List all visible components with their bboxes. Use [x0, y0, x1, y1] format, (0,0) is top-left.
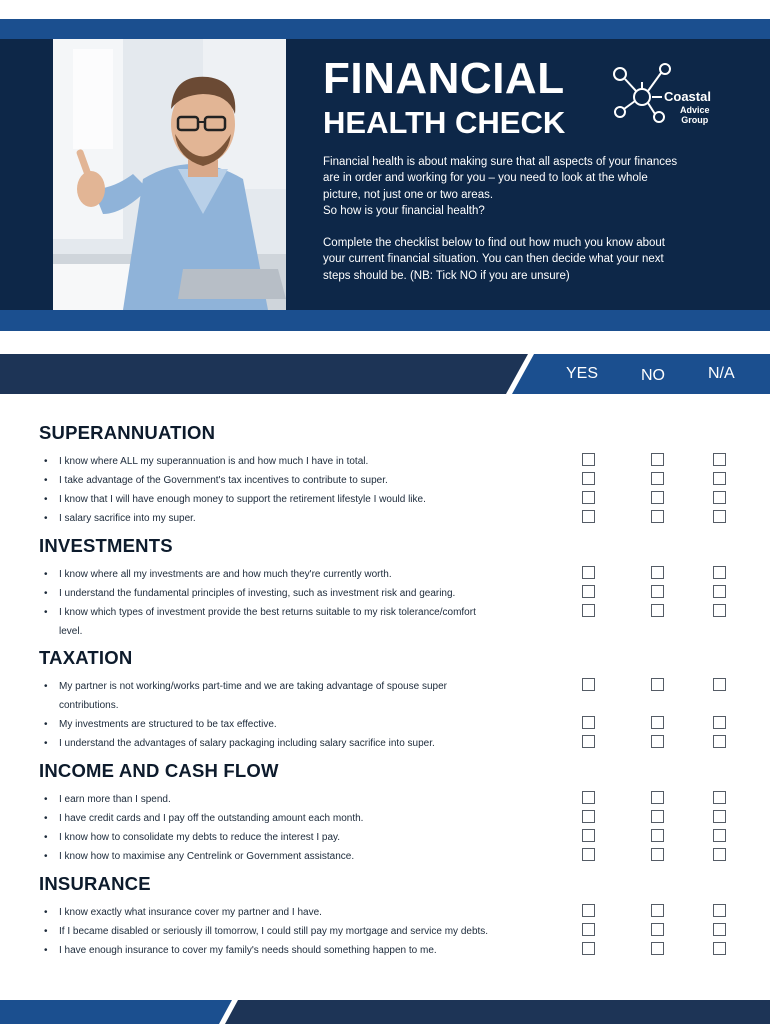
bullet-icon: •	[44, 907, 48, 918]
checklist-item	[44, 922, 554, 941]
checkbox-na[interactable]	[713, 829, 726, 842]
checkbox-na[interactable]	[713, 510, 726, 523]
checkbox-yes[interactable]	[582, 810, 595, 823]
checklist-item-text-continued: contributions.	[59, 700, 119, 711]
checkbox-na[interactable]	[713, 585, 726, 598]
checkbox-yes[interactable]	[582, 604, 595, 617]
checkbox-yes[interactable]	[582, 678, 595, 691]
checklist-item	[44, 828, 554, 847]
logo-sub-line-1: Advice	[680, 105, 710, 115]
checklist-item-text: If I became disabled or seriously ill tomorrow, I could still pay my mortgage and service my debts.	[59, 926, 489, 937]
checklist-item-text: I know where all my investments are and how much they're currently worth.	[59, 569, 392, 580]
checkbox-na[interactable]	[713, 716, 726, 729]
checkbox-na[interactable]	[713, 923, 726, 936]
checklist-item-text: I have credit cards and I pay off the outstanding amount each month.	[59, 813, 364, 824]
intro-text	[323, 154, 719, 284]
intro-p2-line-1: Complete the checklist below to find out how much you know about	[323, 237, 665, 250]
bullet-icon: •	[44, 494, 48, 505]
section-title-3: INCOME AND CASH FLOW	[39, 760, 279, 781]
checklist-item	[44, 715, 554, 734]
column-header-no: NO	[641, 367, 665, 384]
logo-sub-line-2: Group	[681, 115, 709, 125]
intro-p1-line-1: Financial health is about making sure that all aspects of your finances	[323, 156, 678, 168]
checkbox-no[interactable]	[651, 716, 664, 729]
bullet-icon: •	[44, 832, 48, 843]
checkbox-no[interactable]	[651, 472, 664, 485]
checkbox-yes[interactable]	[582, 829, 595, 842]
bullet-icon: •	[44, 794, 48, 805]
bullet-icon: •	[44, 945, 48, 956]
checkbox-na[interactable]	[713, 848, 726, 861]
section-title-0: SUPERANNUATION	[39, 422, 216, 443]
checklist-item-text: I know which types of investment provide the best returns suitable to my risk tolerance/comfort	[59, 607, 476, 618]
checkbox-na[interactable]	[713, 453, 726, 466]
bullet-icon: •	[44, 719, 48, 730]
page-title	[323, 55, 565, 141]
bullet-icon: •	[44, 475, 48, 486]
checklist-item-text: I know that I will have enough money to support the retirement lifestyle I would like.	[59, 494, 426, 505]
footer-band	[0, 1000, 770, 1024]
checklist-item-text: I know where ALL my superannuation is and how much I have in total.	[59, 456, 369, 467]
checkbox-no[interactable]	[651, 678, 664, 691]
checklist-item	[44, 677, 554, 715]
checklist-item	[44, 490, 554, 509]
checklist-item	[44, 790, 554, 809]
checkbox-na[interactable]	[713, 604, 726, 617]
checklist-item	[44, 471, 554, 490]
checkbox-yes[interactable]	[582, 923, 595, 936]
checkbox-no[interactable]	[651, 453, 664, 466]
intro-p1-line-3: picture, not just one or two areas.	[323, 188, 494, 201]
checkbox-na[interactable]	[713, 942, 726, 955]
checkbox-yes[interactable]	[582, 510, 595, 523]
checkbox-no[interactable]	[651, 585, 664, 598]
checklist-item	[44, 603, 554, 641]
checkbox-no[interactable]	[651, 848, 664, 861]
checkbox-na[interactable]	[713, 566, 726, 579]
checklist-item-text: I understand the advantages of salary packaging including salary sacrifice into super.	[59, 738, 435, 749]
intro-p1-line-4: So how is your financial health?	[323, 204, 485, 217]
checkbox-yes[interactable]	[582, 566, 595, 579]
checklist-item-text: I salary sacrifice into my super.	[59, 513, 196, 524]
checkbox-no[interactable]	[651, 810, 664, 823]
checkbox-na[interactable]	[713, 810, 726, 823]
top-accent-bar	[0, 19, 770, 39]
checklist-item	[44, 452, 554, 471]
logo-name: Coastal	[664, 89, 711, 104]
checkbox-no[interactable]	[651, 491, 664, 504]
bullet-icon: •	[44, 607, 48, 618]
checkbox-yes[interactable]	[582, 716, 595, 729]
column-header-yes: YES	[566, 365, 599, 382]
logo-subtitle	[680, 105, 710, 125]
intro-p2-line-2: your current financial situation. You can then decide what your next	[323, 253, 664, 266]
checkbox-no[interactable]	[651, 735, 664, 748]
section-title-2: TAXATION	[39, 647, 133, 668]
checklist-item	[44, 809, 554, 828]
checkbox-yes[interactable]	[582, 453, 595, 466]
checklist-item-text: I understand the fundamental principles of investing, such as investment risk and gearing.	[59, 588, 456, 599]
intro-p1-line-2: are in order and working for you – you need to look at the whole	[323, 172, 648, 185]
bullet-icon: •	[44, 926, 48, 937]
checklist-item-text: I take advantage of the Government's tax incentives to contribute to super.	[59, 475, 388, 486]
checklist-item	[44, 847, 554, 866]
checklist-item	[44, 941, 554, 960]
bullet-icon: •	[44, 513, 48, 524]
bullet-icon: •	[44, 813, 48, 824]
checkbox-na[interactable]	[713, 791, 726, 804]
businessman-photo	[53, 39, 286, 310]
checkbox-no[interactable]	[651, 510, 664, 523]
checkbox-yes[interactable]	[582, 735, 595, 748]
checklist-item	[44, 734, 554, 753]
checklist-item-text: My investments are structured to be tax effective.	[59, 719, 277, 730]
intro-p2-line-3: steps should be. (NB: Tick NO if you are unsure)	[323, 269, 570, 282]
checkbox-no[interactable]	[651, 604, 664, 617]
checkbox-na[interactable]	[713, 472, 726, 485]
bullet-icon: •	[44, 569, 48, 580]
checklist-item	[44, 565, 554, 584]
checkbox-na[interactable]	[713, 678, 726, 691]
checkbox-no[interactable]	[651, 566, 664, 579]
checklist-item	[44, 509, 554, 528]
bullet-icon: •	[44, 738, 48, 749]
bullet-icon: •	[44, 588, 48, 599]
checkbox-yes[interactable]	[582, 491, 595, 504]
checkbox-na[interactable]	[713, 904, 726, 917]
checkbox-no[interactable]	[651, 829, 664, 842]
checkbox-yes[interactable]	[582, 791, 595, 804]
checklist-item	[44, 584, 554, 603]
checklist-item-text: My partner is not working/works part-time and we are taking advantage of spouse super	[59, 681, 447, 692]
checkbox-yes[interactable]	[582, 472, 595, 485]
section-title-4: INSURANCE	[39, 873, 151, 894]
checklist-item-text-continued: level.	[59, 626, 83, 637]
checkbox-no[interactable]	[651, 791, 664, 804]
checklist-item-text: I have enough insurance to cover my family's needs should something happen to me.	[59, 945, 437, 956]
checklist-item-text: I know how to consolidate my debts to reduce the interest I pay.	[59, 832, 341, 843]
bullet-icon: •	[44, 681, 48, 692]
checkbox-na[interactable]	[713, 735, 726, 748]
bullet-icon: •	[44, 456, 48, 467]
checkbox-no[interactable]	[651, 904, 664, 917]
hero-bottom-bar	[0, 310, 770, 331]
checkbox-yes[interactable]	[582, 848, 595, 861]
checkbox-yes[interactable]	[582, 585, 595, 598]
checklist-item	[44, 903, 554, 922]
checkbox-no[interactable]	[651, 923, 664, 936]
column-header-na: N/A	[708, 365, 735, 382]
checklist-item-text: I know exactly what insurance cover my partner and I have.	[59, 907, 322, 918]
coastal-logo	[612, 60, 717, 130]
checklist-item-text: I know how to maximise any Centrelink or Government assistance.	[59, 851, 355, 862]
checkbox-yes[interactable]	[582, 904, 595, 917]
title-line-2: HEALTH CHECK	[323, 105, 566, 140]
checkbox-yes[interactable]	[582, 942, 595, 955]
title-line-1: FINANCIAL	[323, 54, 565, 103]
network-icon	[612, 60, 672, 130]
bullet-icon: •	[44, 851, 48, 862]
checkbox-no[interactable]	[651, 942, 664, 955]
checkbox-na[interactable]	[713, 491, 726, 504]
checklist-item-text: I earn more than I spend.	[59, 794, 171, 805]
section-title-1: INVESTMENTS	[39, 535, 173, 556]
